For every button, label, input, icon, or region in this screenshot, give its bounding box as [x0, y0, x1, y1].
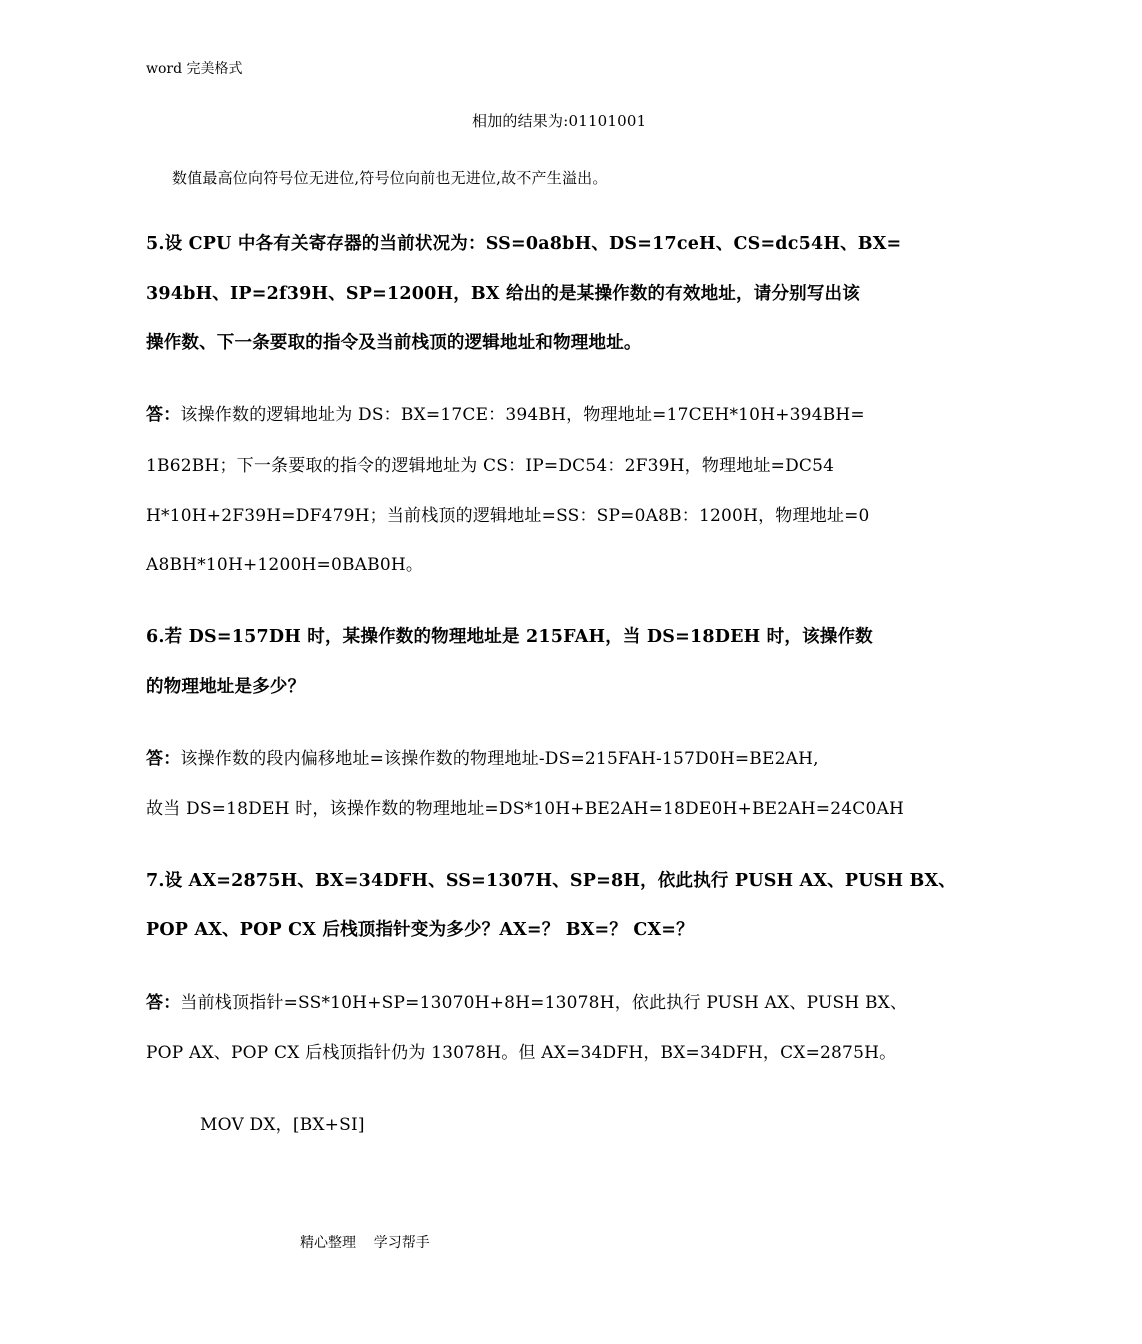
answer-5-line-3: H*10H+2F39H=DF479H；当前栈顶的逻辑地址=SS：SP=0A8B：1200H，物理地址=0: [146, 506, 870, 526]
answer-5-label: 答：: [146, 405, 181, 425]
answer-5-line-2: 1B62BH；下一条要取的指令的逻辑地址为 CS：IP=DC54：2F39H，物理地址=DC54: [146, 456, 835, 476]
question-6-line-2: 的物理地址是多少？: [146, 677, 306, 697]
answer-6-text-1: 该操作数的段内偏移地址=该操作数的物理地址-DS=215FAH-157D0H=BE2AH,: [180, 749, 819, 769]
answer-5-line-4: A8BH*10H+1200H=0BAB0H。: [146, 555, 424, 575]
question-5-line-3: 操作数、下一条要取的指令及当前栈顶的逻辑地址和物理地址。: [146, 333, 642, 353]
instruction-line: MOV DX，[BX+SI]: [200, 1115, 365, 1135]
answer-5-line-1: [146, 400, 865, 425]
question-6-line-1: 6.若 DS=157DH 时，某操作数的物理地址是 215FAH，当 DS=18DEH 时，该操作数: [146, 627, 873, 647]
answer-7-line-2: POP AX、POP CX 后栈顶指针仍为 13078H。但 AX=34DFH，BX=34DFH，CX=2875H。: [146, 1043, 897, 1063]
question-7-line-2: POP AX、POP CX 后栈顶指针变为多少？AX=？ BX=？ CX=？: [146, 920, 694, 940]
answer-7-line-1: [146, 988, 908, 1013]
page-footer: 精心整理 学习帮手: [300, 1235, 430, 1251]
answer-5-text-1: 该操作数的逻辑地址为 DS：BX=17CE：394BH，物理地址=17CEH*10H+394BH=: [180, 405, 865, 425]
answer-6-label: 答：: [146, 749, 181, 769]
question-5-line-1: 5.设 CPU 中各有关寄存器的当前状况为：SS=0a8bH、DS=17ceH、CS=dc54H、BX=: [146, 234, 902, 254]
answer-6-line-1: [146, 744, 819, 769]
question-5-line-2: 394bH、IP=2f39H、SP=1200H，BX 给出的是某操作数的有效地址，请分别写出该: [146, 284, 860, 304]
page-header: word 完美格式: [146, 61, 243, 77]
sum-result-line: 相加的结果为:01101001: [472, 112, 647, 130]
answer-7-text-1: 当前栈顶指针=SS*10H+SP=13070H+8H=13078H，依此执行 PUSH AX、PUSH BX、: [180, 993, 908, 1013]
answer-6-line-2: 故当 DS=18DEH 时，该操作数的物理地址=DS*10H+BE2AH=18DE0H+BE2AH=24C0AH: [146, 799, 904, 819]
question-7-line-1: 7.设 AX=2875H、BX=34DFH、SS=1307H、SP=8H，依此执行 PUSH AX、PUSH BX、: [146, 871, 956, 891]
overflow-note-line: 数值最高位向符号位无进位,符号位向前也无进位,故不产生溢出。: [172, 169, 608, 187]
answer-7-label: 答：: [146, 993, 181, 1013]
